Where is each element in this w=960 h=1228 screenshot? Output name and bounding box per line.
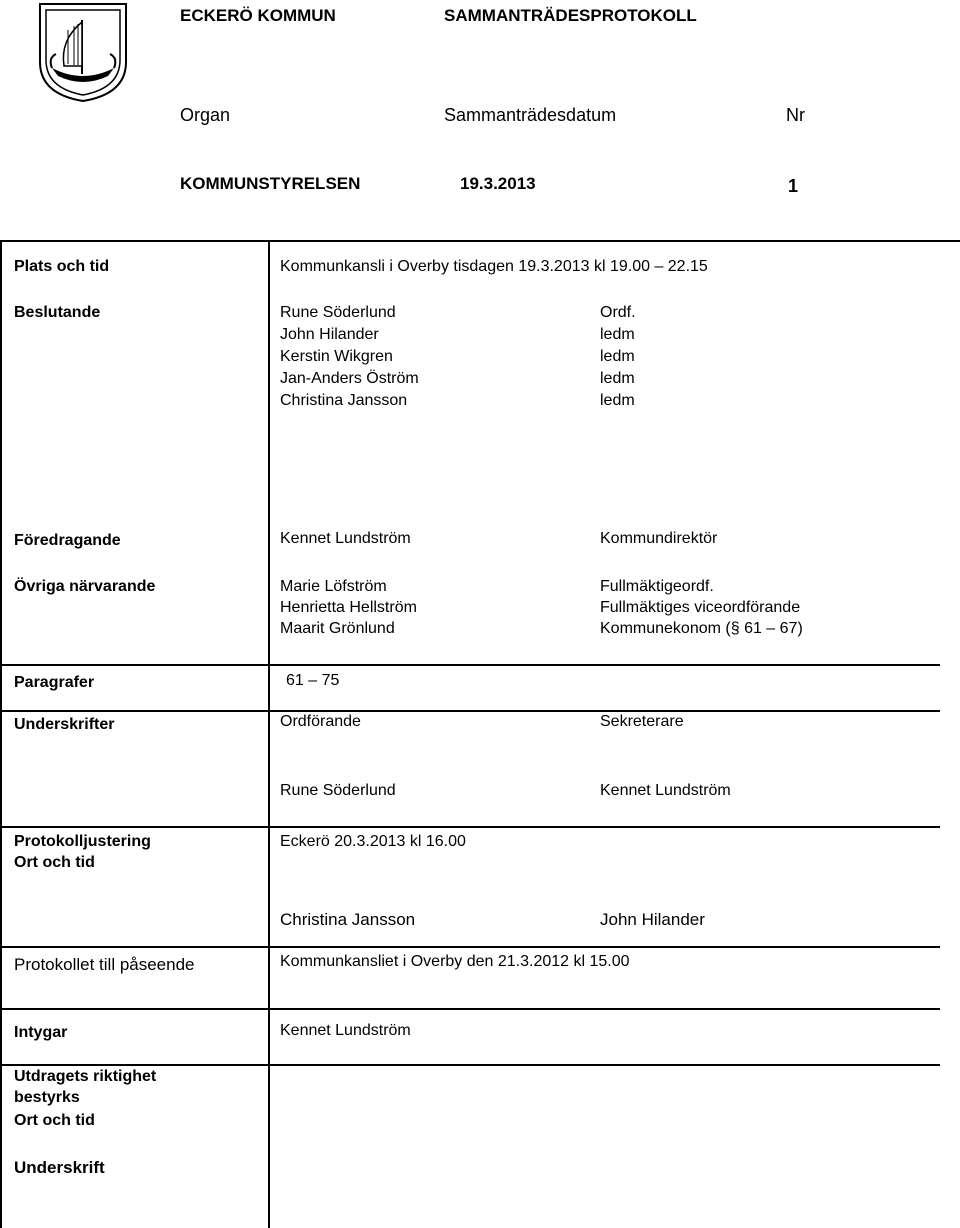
divider-paseende	[0, 946, 940, 948]
divider-intygar	[0, 1008, 940, 1010]
intygar-value: Kennet Lundström	[280, 1022, 411, 1039]
foredragande-role: Kommundirektör	[600, 530, 718, 547]
member-name: Kerstin Wikgren	[280, 348, 393, 365]
organ-label: Organ	[180, 105, 231, 125]
justering-sublabel: Ort och tid	[14, 854, 95, 871]
justerare-name-2: John Hilander	[600, 910, 705, 929]
justerare-name-1: Christina Jansson	[280, 910, 416, 929]
member-role: ledm	[600, 370, 635, 387]
underskrift-label: Underskrift	[14, 1158, 105, 1177]
divider-paragrafer	[0, 664, 940, 666]
member-name: Henrietta Hellström	[280, 599, 417, 616]
signature-name-secretary: Kennet Lundström	[600, 782, 731, 799]
viking-ship-coat-of-arms-icon	[38, 2, 128, 102]
member-name: Jan-Anders Öström	[280, 370, 419, 387]
justering-value: Eckerö 20.3.2013 kl 16.00	[280, 833, 466, 850]
paragrafer-value: 61 – 75	[286, 672, 340, 689]
underskrifter-label: Underskrifter	[14, 716, 115, 733]
foredragande-name: Kennet Lundström	[280, 530, 411, 547]
foredragande-label: Föredragande	[14, 532, 121, 549]
nr-value: 1	[788, 176, 799, 196]
utdrag-label-2: bestyrks	[14, 1089, 80, 1106]
nr-label: Nr	[786, 105, 805, 125]
left-border	[0, 240, 2, 1228]
member-role: ledm	[600, 326, 635, 343]
paragrafer-label: Paragrafer	[14, 674, 95, 691]
column-divider	[268, 240, 270, 1228]
member-role: Ordf.	[600, 304, 636, 321]
plats-value: Kommunkansli i Overby tisdagen 19.3.2013 kl 19.00 – 22.15	[280, 258, 708, 275]
paseende-value: Kommunkansliet i Overby den 21.3.2012 kl 15.00	[280, 953, 630, 970]
divider-justering	[0, 826, 940, 828]
member-name: Marie Löfström	[280, 578, 387, 595]
member-name: John Hilander	[280, 326, 379, 343]
member-role: Fullmäktiges viceordförande	[600, 599, 801, 616]
beslutande-label: Beslutande	[14, 304, 101, 321]
municipality-logo	[38, 2, 128, 102]
signature-role-secretary: Sekreterare	[600, 713, 684, 730]
utdrag-label-3: Ort och tid	[14, 1112, 95, 1129]
organ-value: KOMMUNSTYRELSEN	[180, 174, 361, 193]
member-name: Maarit Grönlund	[280, 620, 395, 637]
member-role: Kommunekonom (§ 61 – 67)	[600, 620, 803, 637]
document-type: SAMMANTRÄDESPROTOKOLL	[444, 6, 697, 25]
ovriga-label: Övriga närvarande	[14, 578, 156, 595]
paseende-label: Protokollet till påseende	[14, 955, 195, 974]
divider-underskrifter	[0, 710, 940, 712]
municipality-name: ECKERÖ KOMMUN	[180, 6, 336, 25]
intygar-label: Intygar	[14, 1024, 68, 1041]
member-role: ledm	[600, 392, 635, 409]
signature-name-chair: Rune Söderlund	[280, 782, 396, 799]
divider-utdrag	[0, 1064, 940, 1066]
date-value: 19.3.2013	[460, 174, 536, 193]
member-name: Rune Söderlund	[280, 304, 396, 321]
plats-label: Plats och tid	[14, 258, 110, 275]
table-top-border	[0, 240, 960, 242]
member-role: Fullmäktigeordf.	[600, 578, 714, 595]
member-role: ledm	[600, 348, 635, 365]
justering-label: Protokolljustering	[14, 833, 151, 850]
signature-role-chair: Ordförande	[280, 713, 361, 730]
date-label: Sammanträdesdatum	[444, 105, 617, 125]
member-name: Christina Jansson	[280, 392, 408, 409]
utdrag-label: Utdragets riktighet	[14, 1068, 157, 1085]
